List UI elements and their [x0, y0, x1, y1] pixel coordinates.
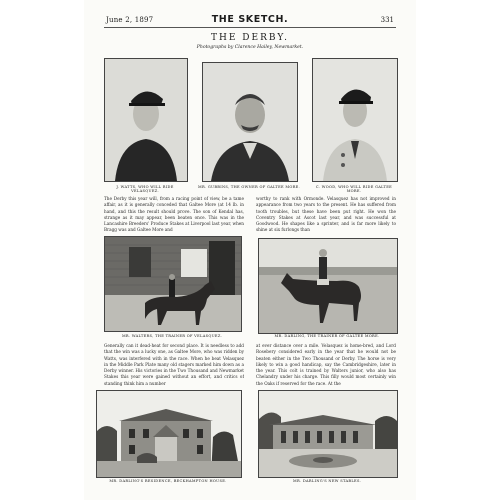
text-para2-right: at ever distance over a mile. Velasquez is home-bred, and Lord Rosebery considered early in the year that he would not be beaten either in the Two Thousand or Derby. The horse is very likely to win a good handicap, say the Cambridgeshire, later in the year. This colt is trained by Walters junior, who also has Chelandry under his charge. This filly would most certainly win the Oaks if reserved for the race. At the — [256, 343, 396, 386]
caption-gubbins: MR. GUBBINS, THE OWNER OF GALTEE MORE. — [197, 185, 300, 189]
caption-wood: C. WOOD, WHO WILL RIDE GALTEE MORE. — [315, 185, 393, 193]
portrait-gubbins — [202, 62, 298, 182]
photo-walters — [104, 236, 242, 332]
issue-date: June 2, 1897 — [106, 16, 154, 24]
text-para1-right: worthy to rank with Ormonde. Velasquez has not improved in appearance from two years to the present. He has suffered from tooth troubles, but these have been put right. He won the Coventry Stakes at Ascot last year, and was successful at Goodwood. He shapes like a sprinter, and is far more likely to shine at six furlongs than — [256, 196, 396, 233]
photo-beckhampton-house — [96, 390, 242, 478]
article-title: THE DERBY. — [211, 33, 289, 43]
magazine-page — [84, 0, 416, 500]
caption-walters: MR. WALTERS, THE TRAINER OF VELASQUEZ. — [121, 334, 223, 338]
page-number: 331 — [380, 16, 394, 24]
photo-new-stables — [258, 390, 398, 478]
caption-watts: J. WATTS, WHO WILL RIDE VELASQUEZ. — [116, 185, 174, 193]
photo-credit: Photographs by Clarence Hailey, Newmarket. — [196, 45, 304, 50]
photo-darling — [258, 238, 398, 334]
caption-new-stables: MR. DARLING'S NEW STABLES. — [292, 479, 362, 483]
text-para1-left: The Derby this year will, from a racing point of view, be a tame affair, as it is generally conceded that Galtee More (at 14 lb. in hand, and this the result should prove. The son of Kendal has, strange as it may appear, been beaten once. This was in the Lancashire Breeders' Produce Stakes at Liverpool last year, when Bragg was and Galtee More and — [104, 196, 244, 233]
portrait-wood — [312, 58, 398, 182]
header-rule — [104, 27, 396, 28]
caption-beckhampton-house: MR. DARLING'S RESIDENCE, BECKHAMPTON HOUSE. — [109, 479, 227, 483]
text-para2-left: Generally can it dead-heat for second place. It is needless to add that the win was a lucky one, as Galtee More, who was ridden by Watts, was interfered with in the race. When he beat Velasquez in the Middle Park Plate many old stagers marked him down as a Derby winner. His victories in the Two Thousand and Newmarket Stakes this year were gained without an effort, and critics of standing think him a number — [104, 343, 244, 386]
portrait-watts — [104, 58, 188, 182]
caption-darling: MR. DARLING, THE TRAINER OF GALTEE MORE. — [274, 334, 380, 338]
magazine-title: THE SKETCH. — [211, 14, 289, 25]
